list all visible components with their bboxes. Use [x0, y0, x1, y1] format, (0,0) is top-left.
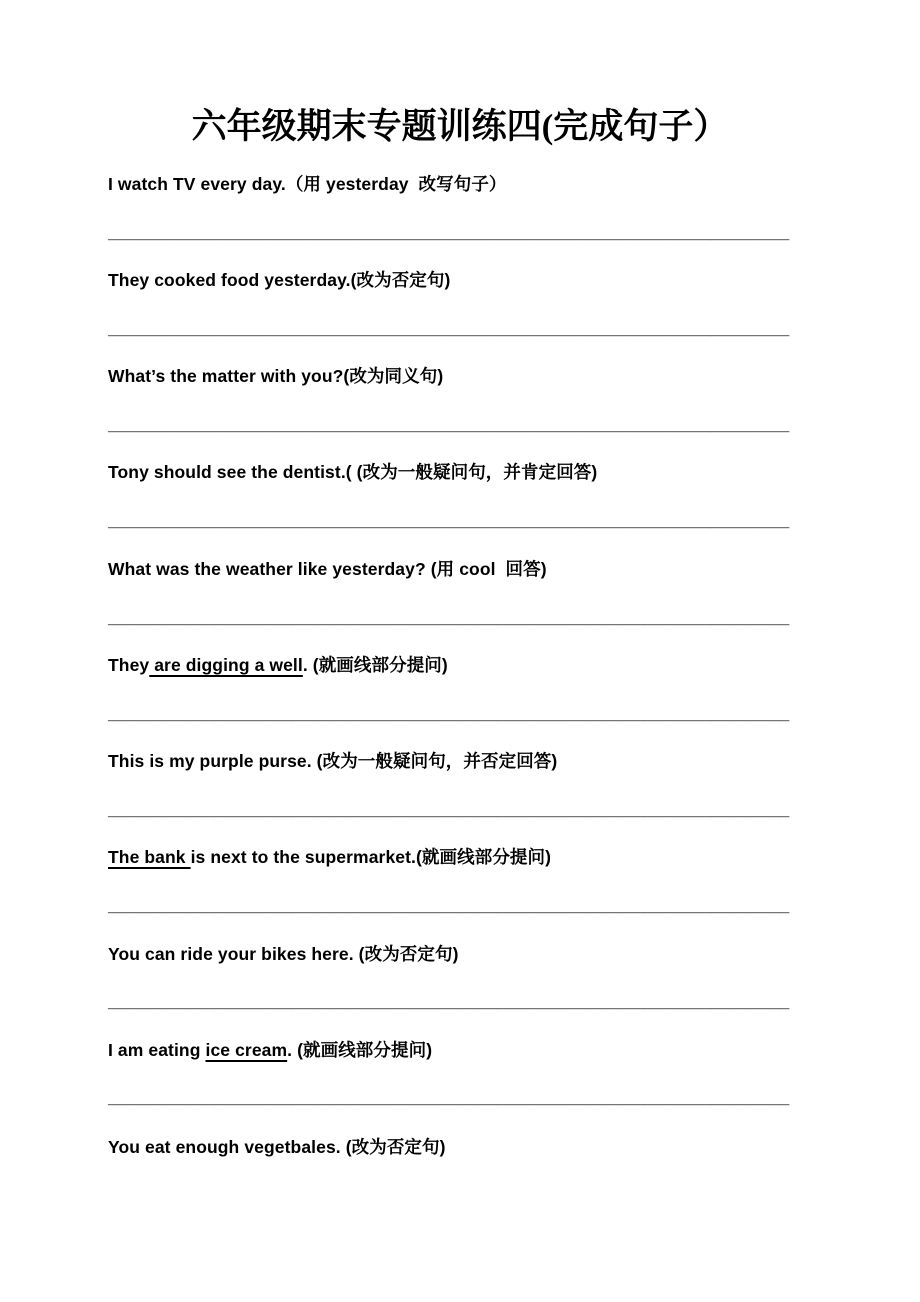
question-3 — [108, 364, 443, 388]
question-7 — [108, 749, 557, 773]
question-3-text: What’s the matter with you?(改为同义句) — [108, 366, 444, 386]
answer-line-9[interactable]: ______________________________________________________________________ — [108, 991, 790, 1011]
question-8 — [108, 845, 551, 869]
question-5 — [108, 557, 547, 581]
question-9-text: You can ride your bikes here. (改为否定句) — [108, 944, 459, 964]
question-10 — [108, 1038, 432, 1062]
question-9 — [108, 942, 459, 966]
question-1 — [108, 172, 507, 196]
answer-line-6[interactable]: ______________________________________________________________________ — [108, 703, 790, 723]
question-6-underlined: are digging a well — [149, 655, 303, 675]
question-8-tail: is next to the supermarket.(就画线部分提问) — [190, 847, 552, 867]
question-5-text: What was the weather like yesterday? (用 cool 回答) — [108, 559, 547, 579]
question-11 — [108, 1135, 446, 1159]
page-title: 六年级期末专题训练四(完成句子） — [191, 107, 729, 146]
answer-line-1[interactable]: ______________________________________________________________________ — [108, 222, 790, 242]
question-10-tail: . (就画线部分提问) — [287, 1040, 433, 1060]
question-6-tail: . (就画线部分提问) — [302, 655, 448, 675]
answer-line-7[interactable]: ______________________________________________________________________ — [108, 799, 790, 819]
question-2 — [108, 268, 450, 292]
question-1-text: I watch TV every day.（用 yesterday 改写句子） — [108, 174, 507, 194]
question-11-text: You eat enough vegetbales. (改为否定句) — [108, 1137, 446, 1157]
question-10-underlined: ice cream — [205, 1040, 288, 1060]
answer-line-5[interactable]: ______________________________________________________________________ — [108, 607, 790, 627]
question-4 — [108, 460, 597, 484]
answer-line-8[interactable]: ______________________________________________________________________ — [108, 895, 790, 915]
answer-line-10[interactable]: ______________________________________________________________________ — [108, 1087, 790, 1107]
answer-line-4[interactable]: ______________________________________________________________________ — [108, 510, 790, 530]
question-7-text: This is my purple purse. (改为一般疑问句，并否定回答) — [108, 751, 558, 771]
question-10-text: I am eating — [108, 1040, 206, 1060]
question-6-text: They — [108, 655, 150, 675]
question-6 — [108, 653, 448, 677]
answer-line-2[interactable]: ______________________________________________________________________ — [108, 318, 790, 338]
question-4-text: Tony should see the dentist.( (改为一般疑问句，并肯定回答) — [108, 462, 598, 482]
answer-line-3[interactable]: ______________________________________________________________________ — [108, 414, 790, 434]
question-8-underlined: The bank — [108, 847, 191, 867]
question-2-text: They cooked food yesterday.(改为否定句) — [108, 270, 451, 290]
